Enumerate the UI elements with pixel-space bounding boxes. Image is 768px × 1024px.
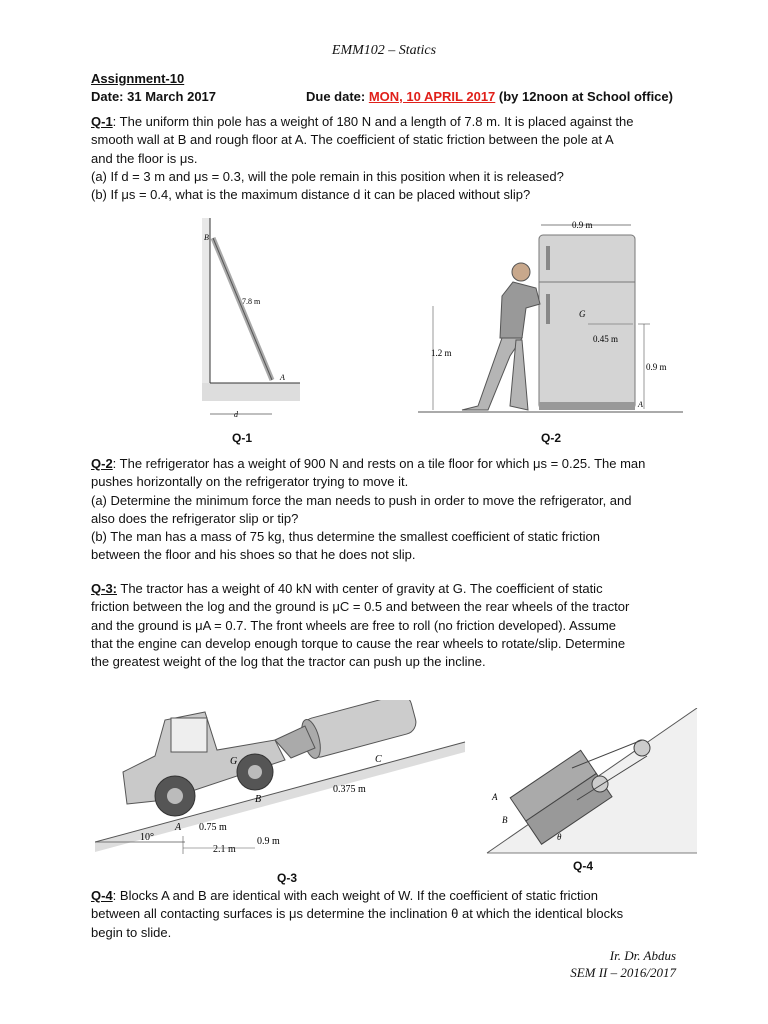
assignment-date: Date: 31 March 2017 bbox=[91, 89, 217, 104]
label-09: 0.9 m bbox=[257, 836, 280, 847]
q1-line: (a) If d = 3 m and μs = 0.3, will the pole remain in this position when it is released? bbox=[91, 168, 564, 184]
q3-line: that the engine can develop enough torque to cause the rear wheels to rotate/slip. Determine bbox=[91, 635, 626, 651]
figure-refrigerator bbox=[418, 216, 688, 416]
q3-line: The tractor has a weight of 40 kN with center of gravity at G. The coefficient of static bbox=[117, 581, 603, 596]
assignment-title: Assignment-10 bbox=[91, 71, 185, 86]
label-a: A bbox=[280, 373, 285, 382]
q2-line: : The refrigerator has a weight of 900 N and rests on a tile floor for which μs = 0.25. The man bbox=[112, 456, 646, 471]
due-date bbox=[306, 88, 673, 106]
q2-label: Q-2 bbox=[91, 456, 113, 471]
q1-line: smooth wall at B and rough floor at A. The coefficient of static friction between the pole at A bbox=[91, 132, 614, 148]
signature-name: Ir. Dr. Abdus bbox=[609, 948, 676, 963]
label-theta: θ bbox=[557, 832, 562, 842]
label-a: A bbox=[175, 822, 182, 833]
label-c: C bbox=[375, 754, 382, 765]
q1-line: and the floor is μs. bbox=[91, 150, 198, 166]
label-12: 1.2 m bbox=[431, 348, 452, 358]
due-note: (by 12noon at School office) bbox=[495, 89, 673, 104]
q1-line: : The uniform thin pole has a weight of 180 N and a length of 7.8 m. It is placed against the bbox=[112, 114, 634, 129]
label-21: 2.1 m bbox=[213, 844, 236, 855]
signature-semester: SEM II – 2016/2017 bbox=[570, 965, 676, 980]
label-d: d bbox=[234, 410, 238, 419]
q4-line: between all contacting surfaces is μs determine the inclination θ at which the identical blocks bbox=[91, 906, 624, 922]
caption-q2: Q-2 bbox=[541, 431, 562, 445]
q2-line: (a) Determine the minimum force the man needs to push in order to move the refrigerator, and bbox=[91, 492, 632, 508]
due-value: MON, 10 APRIL 2017 bbox=[368, 89, 496, 104]
figure-blocks bbox=[482, 708, 702, 858]
question-1 bbox=[91, 113, 701, 204]
log bbox=[298, 700, 418, 760]
refrigerator bbox=[539, 235, 635, 409]
label-g: G bbox=[579, 309, 586, 319]
figure-tractor bbox=[95, 700, 470, 865]
q2-line: also does the refrigerator slip or tip? bbox=[91, 510, 299, 526]
label-a: A bbox=[638, 400, 643, 409]
figure-pole bbox=[196, 218, 306, 423]
label-10deg: 10° bbox=[140, 832, 154, 843]
question-3 bbox=[91, 580, 701, 671]
question-4 bbox=[91, 887, 701, 942]
label-0375: 0.375 m bbox=[333, 784, 366, 795]
q3-label: Q-3: bbox=[91, 581, 117, 596]
q1-line: (b) If μs = 0.4, what is the maximum distance d it can be placed without slip? bbox=[91, 187, 531, 203]
wall bbox=[202, 218, 210, 388]
label-045: 0.45 m bbox=[593, 334, 619, 344]
label-09: 0.9 m bbox=[646, 362, 667, 372]
caption-q4: Q-4 bbox=[573, 859, 594, 873]
q2-line: pushes horizontally on the refrigerator trying to move it. bbox=[91, 474, 409, 490]
q2-line: (b) The man has a mass of 75 kg, thus determine the smallest coefficient of static friction bbox=[91, 529, 600, 545]
floor bbox=[202, 383, 300, 401]
q4-label: Q-4 bbox=[91, 888, 113, 903]
caption-q1: Q-1 bbox=[232, 431, 253, 445]
label-length: 7.8 m bbox=[242, 297, 261, 306]
label-a: A bbox=[492, 792, 498, 802]
q3-line: the greatest weight of the log that the tractor can push up the incline. bbox=[91, 654, 486, 670]
caption-q3: Q-3 bbox=[277, 871, 298, 885]
man bbox=[462, 263, 540, 410]
label-width: 0.9 m bbox=[572, 220, 593, 230]
question-2 bbox=[91, 455, 701, 565]
q2-line: between the floor and his shoes so that he does not slip. bbox=[91, 547, 416, 563]
label-b: B bbox=[204, 233, 209, 242]
q4-line: begin to slide. bbox=[91, 924, 172, 940]
course-title: EMM102 – Statics bbox=[331, 43, 437, 58]
label-g: G bbox=[230, 756, 238, 767]
label-b: B bbox=[255, 794, 262, 805]
tractor bbox=[123, 712, 315, 816]
q3-line: friction between the log and the ground is μC = 0.5 and between the rear wheels of the tractor bbox=[91, 599, 630, 615]
q3-line: and the ground is μA = 0.7. The front wheels are free to roll (no friction developed). Assume bbox=[91, 617, 617, 633]
label-075: 0.75 m bbox=[199, 822, 227, 833]
due-label: Due date: bbox=[306, 89, 369, 104]
q1-label: Q-1 bbox=[91, 114, 113, 129]
label-b: B bbox=[502, 815, 508, 825]
q4-line: : Blocks A and B are identical with each weight of W. If the coefficient of static friction bbox=[112, 888, 599, 903]
